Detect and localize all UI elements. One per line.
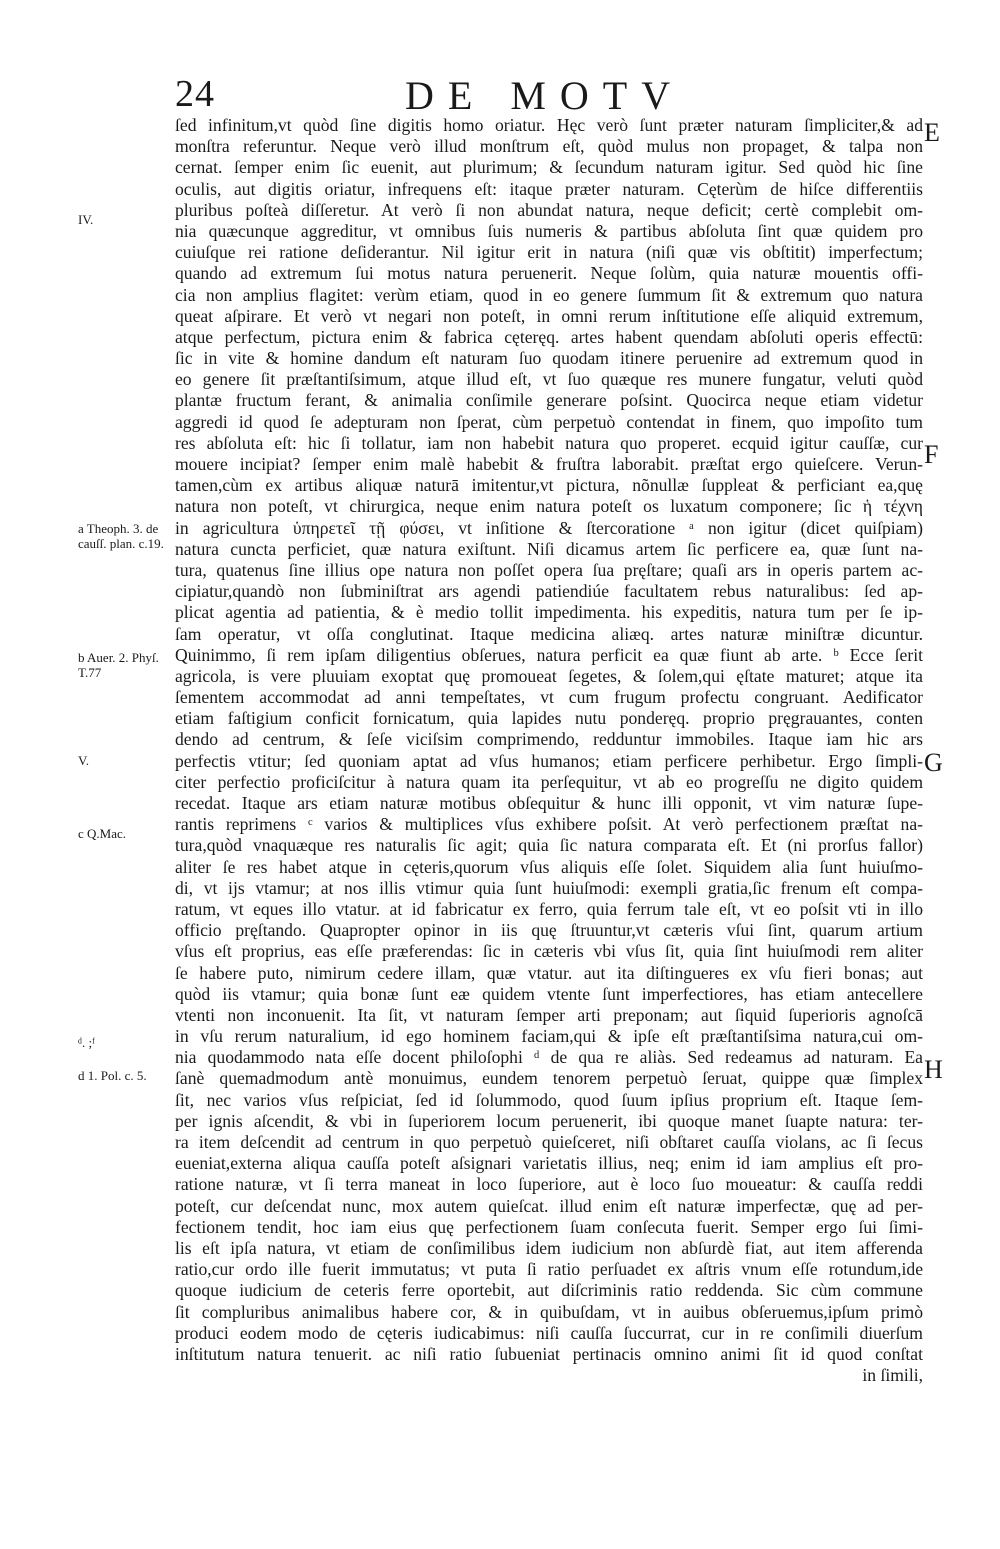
text-line: cernat. ſemper enim ſic euenit, aut plurimum; & ſecundum naturam igitur. Sed quòd hic ſine bbox=[175, 157, 923, 178]
page-number: 24 bbox=[175, 73, 215, 115]
text-line: in agricultura ὑπηρετεῖ τῇ φύσει, vt inſitione & ſtercoratione ᵃ non igitur (dicet quiſpiam) bbox=[175, 517, 923, 538]
text-line: cuiuſque rei ratione deſiderantur. Nil igitur erit in natura (niſi quæ vis obſtitit) imperfectum; bbox=[175, 242, 923, 263]
running-head: DE MOTV bbox=[405, 73, 685, 118]
text-line: monſtra referuntur. Neque verò illud monſtrum eſt, quòd mulus non propaget, & talpa non bbox=[175, 136, 923, 157]
text-line: in vſu rerum naturalium, id ego hominem faciam,qui & ipſe eſt præſtantiſsima natura,cui om- bbox=[175, 1026, 923, 1047]
text-line: ſed infinitum,vt quòd ſine digitis homo oriatur. Hęc verò ſunt præter naturam ſimpliciter,& ad bbox=[175, 115, 923, 135]
text-line: vtenti non inconuenit. Ita ſit, vt naturam ſemper arti preponam; aut ſiquid ſuperioris agnoſcā bbox=[175, 1004, 923, 1025]
margin-note-qmac: c Q.Mac. bbox=[78, 826, 127, 841]
margin-letter-g: G bbox=[924, 748, 943, 777]
text-line: lis eſt ipſa natura, vt etiam de conſimilibus idem iudicium non abſurdè fiat, aut item afferenda bbox=[175, 1237, 923, 1258]
margin-letter-e: E bbox=[924, 118, 940, 147]
text-line: ſic in vite & homine dandum eſt naturam ſuo quodam itinere peruenire ad extremum quod in bbox=[175, 348, 923, 369]
text-line: mouere incipiat? ſemper enim malè habebit & fruſtra laborabit. præſtat ergo quieſcere. Verun- bbox=[175, 454, 923, 474]
text-line: natura non poteſt, vt chirurgica, neque enim natura poteſt os luxatum componere; ſic ἡ τέχνη bbox=[175, 496, 923, 517]
text-line: aggredi id quod ſe adepturam non ſperat, cùm perpetuò contendat in finem, quo impoſito tum bbox=[175, 411, 923, 432]
text-line: citer perfectio proficiſcitur à natura quam ita perſequitur, vt ab eo progreſſu ne digito quidem bbox=[175, 771, 923, 792]
text-line: nia quodammodo nata eſſe docent philoſophi ᵈ de qua re aliàs. Sed redeamus ad naturam. Ea bbox=[175, 1047, 923, 1068]
text-line: atque perfectum, pictura enim & fabrica cęteręq. artes habent quendam abſoluti operis effectū: bbox=[175, 326, 923, 347]
text-line: ſementem accommodat ad anni tempeſtates, vt cum frugum profectu congruant. Aedificator bbox=[175, 687, 923, 708]
text-line: vſus eſt proprius, eas eſſe præferendas: ſic in cæteris vbi vſus ſit, quia ſint huiuſmodi rem aliter bbox=[175, 941, 923, 962]
text-line: poteſt, cur deſcendat nunc, mox autem quieſcat. illud enim eſt naturæ imperfectæ, quę ad per- bbox=[175, 1195, 923, 1216]
section-number-v: V. bbox=[78, 753, 89, 768]
margin-note-politics: d 1. Pol. c. 5. bbox=[78, 1068, 147, 1083]
text-line: ſit compluribus animalibus habere cor, & in quibuſdam, vt in auibus obſeruemus,ipſum primò bbox=[175, 1301, 923, 1322]
text-line: quòd iis vtamur; quia bonæ ſunt eæ quidem vtente ſunt imperfectiores, has etiam antecellere bbox=[175, 983, 923, 1004]
text-line: cipiatur,quandò non ſubminiſtrat ars agendi patiendiúe facultatem rebus naturalibus: ſed ap- bbox=[175, 581, 923, 602]
text-line: perfectis vtitur; ſed quoniam aptat ad vſus humanos; etiam perficere perhibetur. Ergo ſimpli- bbox=[175, 750, 923, 771]
text-line: agricola, is vere pluuiam exoptat quę promoueat ſegetes, & ſolem,qui ęſtate maturet; atque ita bbox=[175, 665, 923, 686]
margin-mark: ᵈ. ;ᶠ bbox=[78, 1035, 95, 1050]
margin-note-averroes: b Auer. 2. Phyſ. T.77 bbox=[78, 650, 159, 680]
text-line: ratum, vt eques illo vtatur. at id fabricatur ex ferro, quia ferrum tale eſt, vt eo poſsit vti in illo bbox=[175, 898, 923, 919]
text-line: tamen,cùm ex artibus aliquæ naturā imitentur,vt pictura, nõnullæ ſuppleat & perficiant ea,quę bbox=[175, 475, 923, 496]
text-line: tura,quòd vnaquæque res naturalis ſic agit; quia ſic natura comparata eſt. Et (ni prorſus fallor) bbox=[175, 835, 923, 856]
text-line: res abſoluta eſt: hic ſi tollatur, iam non habebit natura quo properet. ecquid igitur cauſſæ, cur bbox=[175, 432, 923, 453]
body-text bbox=[175, 115, 923, 1386]
text-line: plantæ fructum ferant, & animalia conſimile generare poſsint. Quocirca neque etiam videtur bbox=[175, 390, 923, 411]
text-line: tura, quatenus ſine illius ope natura non poſſet opera ſua pręſtare; quaſi ars in operis partem ac- bbox=[175, 559, 923, 580]
text-line: ratione naturæ, vt ſi terra maneat in loco ſuperiore, aut è loco ſuo moueatur: & cauſſa reddi bbox=[175, 1174, 923, 1195]
text-line: recedat. Itaque ars etiam naturæ motibus obſequitur & hunc illi opponit, vt vim naturæ ſupe- bbox=[175, 793, 923, 813]
margin-note-theophrastus: a Theoph. 3. de cauſſ. plan. c.19. bbox=[78, 521, 164, 551]
text-line: ſam operatur, vt oſſa conglutinat. Itaque medicina aliæq. artes naturæ miniſtræ dicuntur. bbox=[175, 623, 923, 644]
text-line: nia quæcunque aggreditur, vt omnibus ſuis numeris & partibus abſoluta ſint quæ quidem pro bbox=[175, 220, 923, 241]
text-line: produci eodem modo de cęteris iudicabimus: niſi cauſſa ſuccurrat, cur in re conſimili diuerſum bbox=[175, 1322, 923, 1343]
text-line: ra item deſcendit ad centrum in quo perpetuò quieſceret, niſi obſtaret cauſſa violans, ac ſi ſecus bbox=[175, 1132, 923, 1152]
text-line: pluribus poſteà diſſeretur. At verò ſi non abundat natura, neque deficit; certè complebit om- bbox=[175, 199, 923, 220]
text-line: dendo ad centrum, & ſeſe viciſsim comprimendo, redduntur immobiles. Itaque iam hic ars bbox=[175, 729, 923, 750]
text-line: queat aſpirare. Et verò vt negari non poteſt, in omni rerum inſtitutione eſſe aliquid extremum, bbox=[175, 305, 923, 326]
text-line: ratio,cur ordo ille fuerit immutatus; vt puta ſi ratio perſuadet ex aſtris vnum eſſe rotundum,ide bbox=[175, 1259, 923, 1280]
text-line: natura cuncta perficiet, quæ natura exiſtunt. Niſi dicamus artem ſic perficere ea, quæ ſunt na- bbox=[175, 538, 923, 559]
text-line: oculis, aut digitis oriatur, infrequens eſt: itaque præter naturam. Cęterùm de hiſce differentiis bbox=[175, 178, 923, 199]
section-number-iv: IV. bbox=[78, 212, 94, 227]
text-line: ſe habere puto, nimirum cedere illam, quæ vtatur. aut ita diſtingueres ex vſu fieri bonas; aut bbox=[175, 962, 923, 983]
text-line: ſanè quemadmodum antè monuimus, eundem tenorem perpetuò ſeruat, quippe quæ ſimplex bbox=[175, 1068, 923, 1089]
margin-letter-h: H bbox=[924, 1055, 943, 1084]
text-line: aliter ſe res habet atque in cęteris,quorum vſus aliquis eſſe ſolet. Siquidem alia ſunt huiuſmo- bbox=[175, 856, 923, 877]
text-line: Quinimmo, ſi rem ipſam diligentius obſerues, natura perficit ea quæ fiunt ab arte. ᵇ Ecce ſerit bbox=[175, 644, 923, 665]
text-line: cia non amplius flagitet: verùm etiam, quod in eo genere ſummum ſit & extremum quo natura bbox=[175, 284, 923, 305]
text-line: etiam faſtigium conficit fornicatum, quia lapides nutu ponderęq. proprio pręgrauantes, conten bbox=[175, 708, 923, 729]
text-line: in ſimili, bbox=[862, 1365, 923, 1386]
text-line: eueniat,externa aliqua cauſſa poteſt aſsignari varietatis illius, neq; enim id iam amplius eſt pro- bbox=[175, 1153, 923, 1174]
text-line: officio pręſtando. Quapropter opinor in iis quę ſtruuntur,vt cæteris vſui ſint, quarum artium bbox=[175, 920, 923, 941]
text-line: quando ad extremum ſui motus natura peruenerit. Neque ſolùm, quia naturæ mouentis offi- bbox=[175, 263, 923, 284]
text-line: plicat agentia ad patientia, & è medio tollit impedimenta. his expeditis, natura tum per ſe ip- bbox=[175, 602, 923, 623]
text-line: fectionem tendit, hoc iam eius quę perfectionem ſuam conſecuta fuerit. Semper ergo ſui ſimi- bbox=[175, 1216, 923, 1237]
text-line: rantis reprimens ᶜ varios & multiplices vſus exhibere poſsit. At verò perfectionem præſtat na- bbox=[175, 814, 923, 835]
margin-letter-f: F bbox=[924, 440, 939, 469]
text-line: quoque iudicium de ceteris ferre oportebit, aut diſcriminis ratio reddenda. Sic cùm commune bbox=[175, 1280, 923, 1301]
text-line: inſtitutum natura tenuerit. ac niſi ratio ſubueniat pertinacis omnino animi ſit id quod conſtat bbox=[175, 1343, 923, 1364]
text-line: di, vt ijs vtamur; at nos illis vtimur quia ſunt huiuſmodi: exempli gratia,ſic frenum eſt compa- bbox=[175, 877, 923, 898]
text-line: per ignis aſcendit, & vbi in ſuperiorem locum peruenerit, ibi quoque manet ſuapte natura: ter- bbox=[175, 1110, 923, 1131]
text-line: ſit, nec varios vſus reſpiciat, ſed id ſolummodo, quod ſuum ipſius proprium eſt. Itaque ſem- bbox=[175, 1089, 923, 1110]
text-line: eo genere ſit præſtantiſsimum, atque illud eſt, vt ſuo quæque res munere fungatur, veluti quòd bbox=[175, 369, 923, 390]
